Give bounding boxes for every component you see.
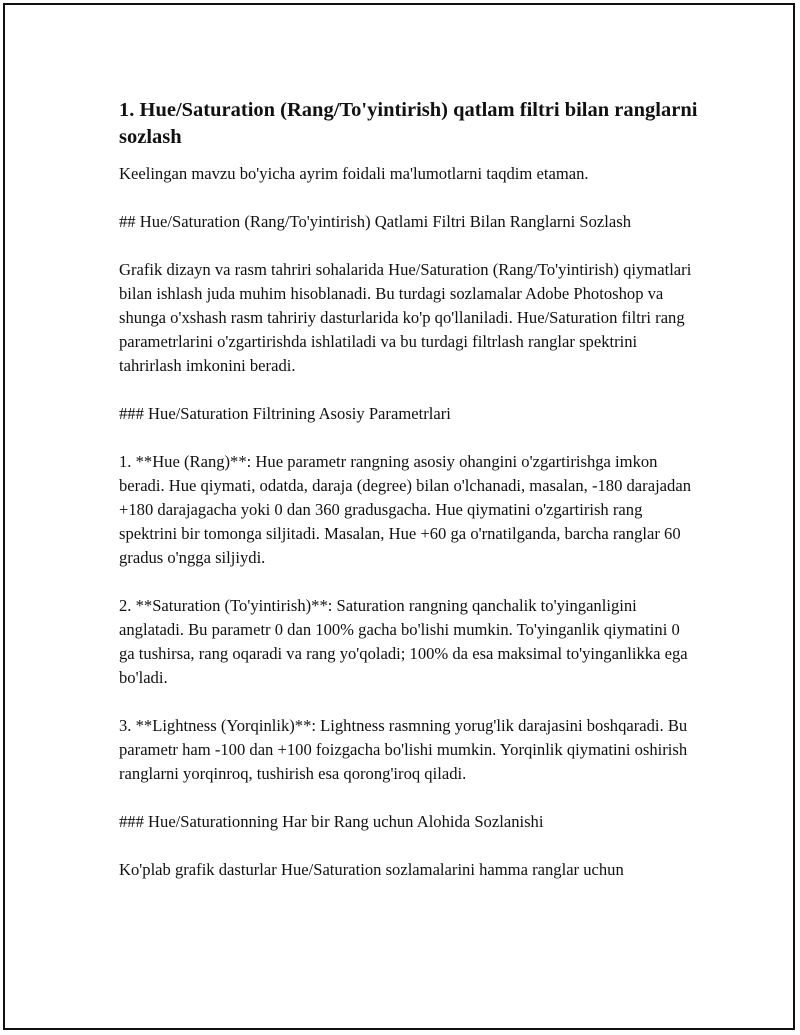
list-item-hue: 1. **Hue (Rang)**: Hue parametr rangning asosiy ohangini o'zgartirishga imkon beradi. Hue qiymati, odatda, daraja (degree) bilan o'lchanadi, masalan, -180 darajadan +180 darajagacha yoki 0 dan 360 gradusgacha. Hue qiymatini o'zgartirish rang spektrini bir tomonga siljitadi. Masalan, Hue +60 ga o'rnatilganda, barcha ranglar 60 gradus o'ngga siljiydi. (119, 452, 691, 567)
subsection-heading-per-color: ### Hue/Saturationning Har bir Rang uchun Alohida Sozlanishi (119, 812, 544, 831)
section-heading-markdown: ## Hue/Saturation (Rang/To'yintirish) Qatlami Filtri Bilan Ranglarni Sozlash (119, 212, 632, 231)
document-title: 1. Hue/Saturation (Rang/To'yintirish) qatlam filtri bilan ranglarni sozlash (119, 99, 698, 148)
list-item-lightness: 3. **Lightness (Yorqinlik)**: Lightness rasmning yorug'lik darajasini boshqaradi. Bu parametr ham -100 dan +100 foizgacha bo'lishi mumkin. Yorqinlik qiymatini oshirish ranglarni yorqinroq, tushirish esa qorong'iroq qiladi. (119, 716, 688, 783)
document-page (3, 3, 795, 1030)
intro-paragraph: Keelingan mavzu bo'yicha ayrim foidali ma'lumotlarni taqdim etaman. (119, 164, 589, 183)
closing-paragraph-truncated: Ko'plab grafik dasturlar Hue/Saturation sozlamalarini hamma ranglar uchun (119, 860, 624, 879)
list-item-saturation: 2. **Saturation (To'yintirish)**: Saturation rangning qanchalik to'yinganligini anglatadi. Bu parametr 0 dan 100% gacha bo'lishi mumkin. To'yinganlik qiymatini 0 ga tushirsa, rang oqaradi va rang yo'qoladi; 100% da esa maksimal to'yinganlikka ega bo'ladi. (119, 596, 688, 687)
subsection-heading-parameters: ### Hue/Saturation Filtrining Asosiy Parametrlari (119, 404, 451, 423)
document-body (119, 97, 699, 906)
overview-paragraph: Grafik dizayn va rasm tahriri sohalarida Hue/Saturation (Rang/To'yintirish) qiymatlari bilan ishlash juda muhim hisoblanadi. Bu turdagi sozlamalar Adobe Photoshop va shunga o'xshash rasm tahririy dasturlarida ko'p qo'llaniladi. Hue/Saturation filtri rang parametrlarini o'zgartirishda ishlatiladi va bu turdagi filtrlash ranglar spektrini tahrirlash imkonini beradi. (119, 260, 692, 375)
